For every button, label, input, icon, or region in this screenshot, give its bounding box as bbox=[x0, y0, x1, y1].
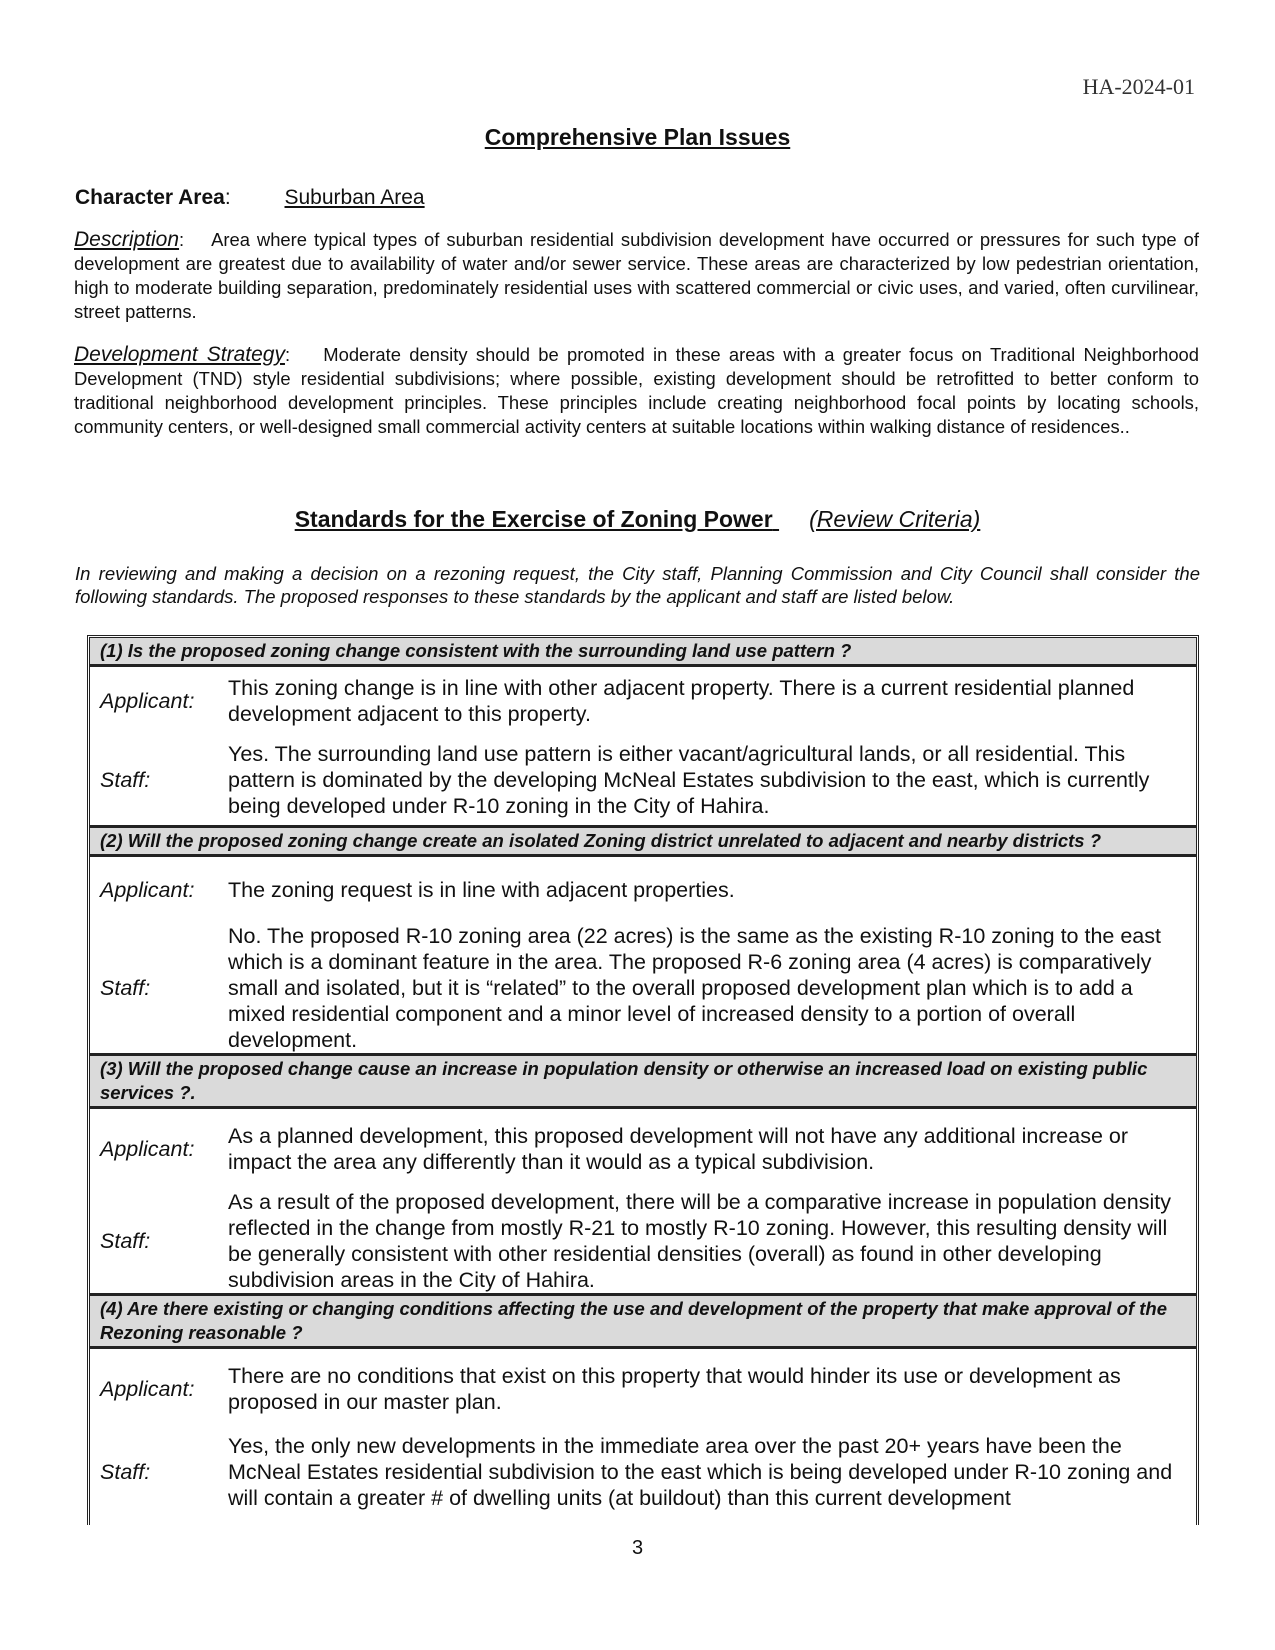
staff-response-row bbox=[90, 1189, 1196, 1293]
applicant-response: There are no conditions that exist on this property that would hinder its use or development as proposed in our master plan. bbox=[228, 1364, 1121, 1414]
staff-label: Staff: bbox=[100, 1229, 151, 1253]
criterion-question: (1) Is the proposed zoning change consistent with the surrounding land use pattern ? bbox=[90, 638, 1196, 667]
description-paragraph: Description: Area where typical types of suburban residential subdivision development have occurred or pressures for such type of development are greatest due to availability of water and/or sewer service. These areas are characterized by low pedestrian orientation, high to moderate building separation, predominately residential uses with scattered commercial or civic uses, and varied, often curvilinear, street patterns. bbox=[74, 228, 1199, 322]
character-area bbox=[75, 186, 425, 210]
page-number: 3 bbox=[631, 1537, 644, 1559]
section-heading-zoning-standards bbox=[0, 506, 1275, 533]
applicant-response-row bbox=[90, 1109, 1196, 1189]
strategy-paragraph: Development Strategy: Moderate density should be promoted in these areas with a greater focus on Traditional Neighborhood Development (TND) style residential subdivisions; where possible, existing development should be retrofitted to better conform to traditional neighborhood development principles. These principles include creating neighborhood focal points by locating schools, community centers, or well-designed small commercial activity centers at suitable locations within walking distance of residences.. bbox=[74, 343, 1199, 437]
staff-response-row bbox=[90, 735, 1196, 825]
section-heading-comprehensive-plan: Comprehensive Plan Issues bbox=[484, 124, 791, 150]
criterion-question: (2) Will the proposed zoning change create an isolated Zoning district unrelated to adjacent and nearby districts ? bbox=[90, 825, 1196, 857]
applicant-response-row bbox=[90, 857, 1196, 923]
applicant-label: Applicant: bbox=[100, 1137, 195, 1161]
strategy-label: Development Strategy bbox=[74, 343, 285, 366]
staff-label: Staff: bbox=[100, 768, 151, 792]
applicant-label: Applicant: bbox=[100, 1377, 195, 1401]
staff-label: Staff: bbox=[100, 1460, 151, 1484]
staff-label: Staff: bbox=[100, 976, 151, 1000]
character-area-label: Character Area bbox=[75, 186, 225, 209]
applicant-response-row bbox=[90, 667, 1196, 735]
applicant-label: Applicant: bbox=[100, 689, 195, 713]
applicant-response-row bbox=[90, 1349, 1196, 1429]
applicant-response: This zoning change is in line with other adjacent property. There is a current residential planned development adjacent to this property. bbox=[228, 676, 1135, 726]
criterion-question: (4) Are there existing or changing conditions affecting the use and development of the property that make approval of the Rezoning reasonable ? bbox=[90, 1293, 1196, 1349]
review-criteria-table bbox=[87, 635, 1199, 1525]
character-area-colon: : bbox=[224, 186, 231, 209]
applicant-response: The zoning request is in line with adjacent properties. bbox=[228, 878, 735, 902]
staff-response: Yes. The surrounding land use pattern is either vacant/agricultural lands, or all residential. This pattern is dominated by the developing McNeal Estates subdivision to the east, which is currently being developed under R-10 zoning in the City of Hahira. bbox=[228, 742, 1150, 818]
zoning-standards-title: Standards for the Exercise of Zoning Power bbox=[294, 506, 773, 532]
character-area-value: Suburban Area bbox=[284, 186, 425, 209]
document-id: HA-2024-01 bbox=[1082, 74, 1195, 99]
intro-paragraph: In reviewing and making a decision on a rezoning request, the City staff, Planning Commission and City Council shall consider the following standards. The proposed responses to these standards by the applicant and staff are listed below. bbox=[75, 563, 1200, 607]
applicant-response: As a planned development, this proposed development will not have any additional increase or impact the area any differently than it would as a typical subdivision. bbox=[228, 1124, 1128, 1174]
staff-response: Yes, the only new developments in the immediate area over the past 20+ years have been the McNeal Estates residential subdivision to the east which is being developed under R-10 zoning and will contain a greater # of dwelling units (at buildout) than this current development bbox=[228, 1434, 1173, 1510]
applicant-label: Applicant: bbox=[100, 878, 195, 902]
criterion-question: (3) Will the proposed change cause an increase in population density or otherwise an increased load on existing public services ?. bbox=[90, 1053, 1196, 1109]
staff-response-row bbox=[90, 923, 1196, 1053]
staff-response: As a result of the proposed development, there will be a comparative increase in population density reflected in the change from mostly R-21 to mostly R-10 zoning. However, this resulting density will be generally consistent with other residential densities (overall) as found in other developing subdivision areas in the City of Hahira. bbox=[228, 1190, 1171, 1292]
description-label: Description bbox=[74, 228, 180, 251]
staff-response-row bbox=[90, 1429, 1196, 1515]
staff-response: No. The proposed R-10 zoning area (22 acres) is the same as the existing R-10 zoning to the east which is a dominant feature in the area. The proposed R-6 zoning area (4 acres) is comparatively small and isolated, but it is “related” to the overall proposed development plan which is to add a mixed residential component and a minor level of increased density to a portion of overall development. bbox=[228, 924, 1161, 1052]
description-text: Area where typical types of suburban residential subdivision development have occurred or pressures for such type of development are greatest due to availability of water and/or sewer service. These areas are characterized by low pedestrian orientation, high to moderate building separation, predominately residential uses with scattered commercial or civic uses, and varied, often curvilinear, street patterns. bbox=[74, 229, 1199, 322]
strategy-text: Moderate density should be promoted in these areas with a greater focus on Traditional Neighborhood Development (TND) style residential subdivisions; where possible, existing development should be retrofitted to better conform to traditional neighborhood development principles. These principles include creating neighborhood focal points by locating schools, community centers, or well-designed small commercial activity centers at suitable locations within walking distance of residences.. bbox=[74, 344, 1199, 437]
review-criteria-subtitle: (Review Criteria) bbox=[809, 506, 981, 532]
